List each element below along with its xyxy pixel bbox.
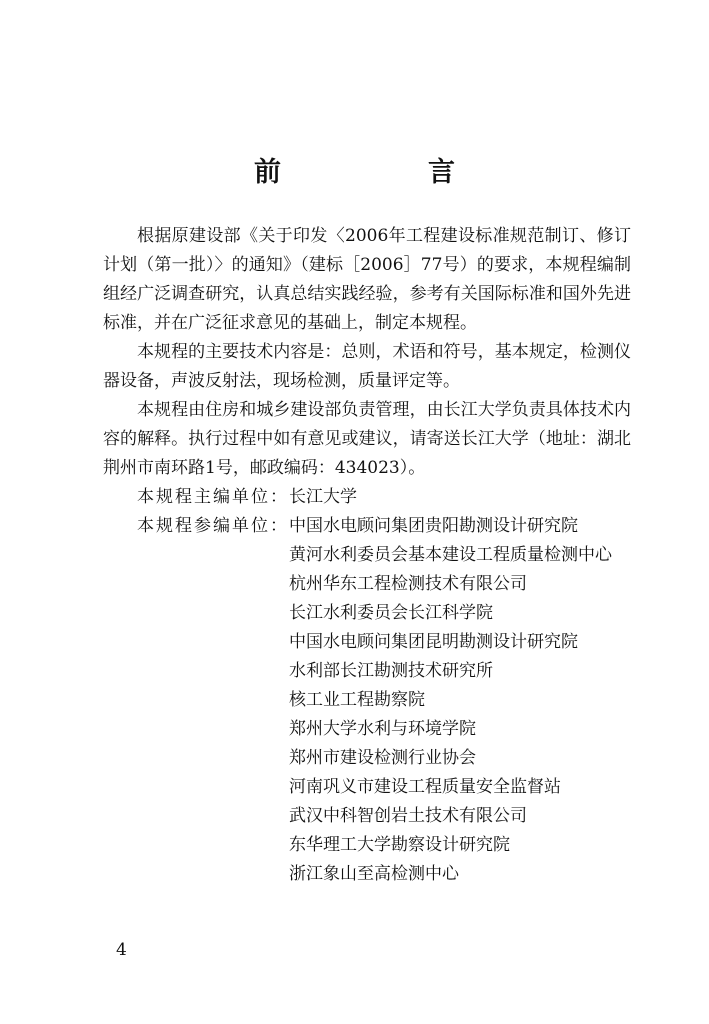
participating-unit: 水利部长江勘测技术研究所 <box>289 661 493 681</box>
participating-units-row <box>103 512 631 889</box>
participating-unit: 武汉中科智创岩土技术有限公司 <box>289 806 527 826</box>
paragraph-content: 本规程的主要技术内容是：总则，术语和符号，基本规定，检测仪器设备，声波反射法，现场检测，质量评定等。 <box>103 342 631 391</box>
body-text <box>103 222 631 889</box>
participating-unit: 核工业工程勘察院 <box>289 690 425 710</box>
page-title: 前 言 <box>254 157 515 188</box>
participating-unit: 郑州市建设检测行业协会 <box>289 748 476 768</box>
chief-editor-label: 本规程主编单位： <box>137 487 289 507</box>
participating-unit: 杭州华东工程检测技术有限公司 <box>289 574 527 594</box>
participating-unit: 河南巩义市建设工程质量安全监督站 <box>289 777 561 797</box>
participating-units-label: 本规程参编单位： <box>137 516 289 536</box>
participating-unit: 东华理工大学勘察设计研究院 <box>289 835 510 855</box>
chief-editor-value: 长江大学 <box>289 487 357 507</box>
participating-unit: 长江水利委员会长江科学院 <box>289 603 493 623</box>
participating-unit: 郑州大学水利与环境学院 <box>289 719 476 739</box>
chief-editor-row <box>103 483 631 512</box>
participating-unit: 中国水电顾问集团昆明勘测设计研究院 <box>289 632 578 652</box>
participating-unit: 黄河水利委员会基本建设工程质量检测中心 <box>289 545 612 565</box>
paragraph-background: 根据原建设部《关于印发〈2006年工程建设标准规范制订、修订计划（第一批）〉的通知》（建标［2006］77号）的要求，本规程编制组经广泛调查研究，认真总结实践经验，参考有关国际标准和国外先进标准，并在广泛征求意见的基础上，制定本规程。 <box>103 226 631 333</box>
participating-unit: 中国水电顾问集团贵阳勘测设计研究院 <box>289 516 578 536</box>
paragraph-management: 本规程由住房和城乡建设部负责管理，由长江大学负责具体技术内容的解释。执行过程中如有意见或建议，请寄送长江大学（地址：湖北荆州市南环路1号，邮政编码：434023）。 <box>103 400 631 478</box>
participating-units-list <box>289 512 631 889</box>
page-number: 4 <box>116 940 127 960</box>
participating-unit: 浙江象山至高检测中心 <box>289 864 459 884</box>
